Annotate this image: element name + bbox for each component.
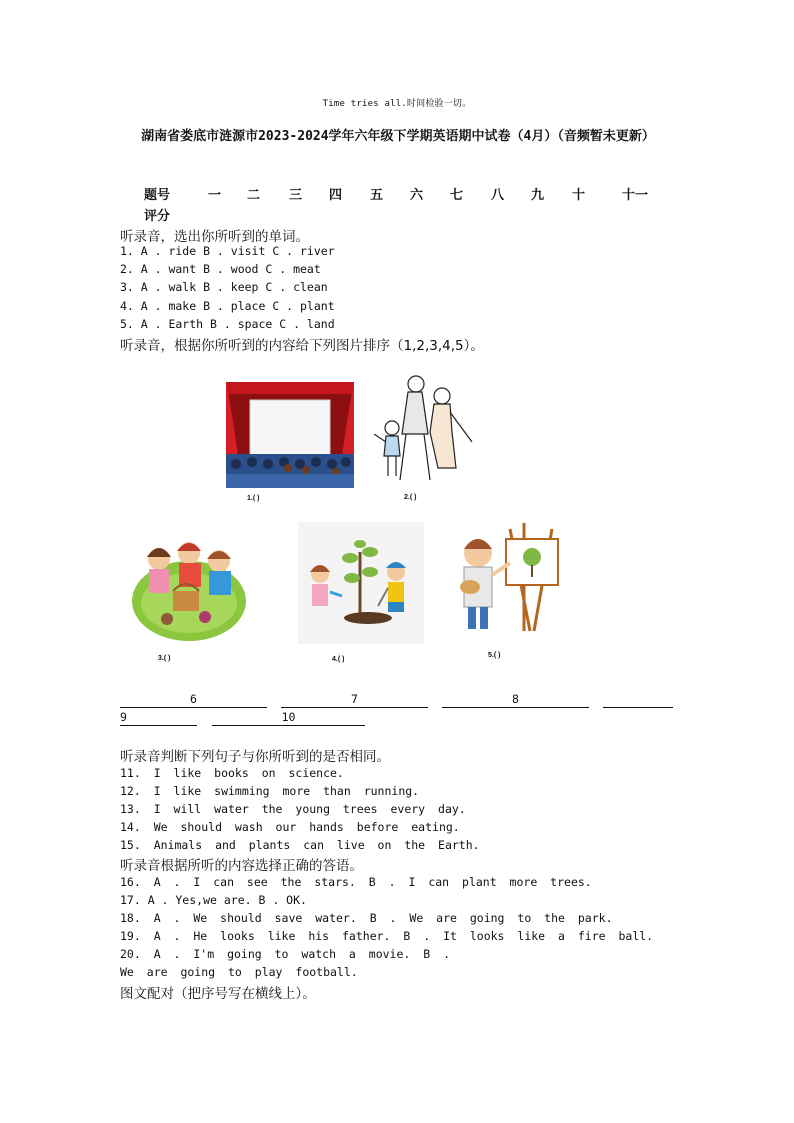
section3-heading: 听录音判断下列句子与你所听到的是否相同。	[120, 749, 390, 765]
section1-heading: 听录音，选出你所听到的单词。	[120, 229, 309, 245]
planting-picture	[298, 522, 424, 644]
score-col-3: 三	[289, 188, 303, 203]
question-16: 16. A . I can see the stars. B . I can plant more trees.	[120, 875, 592, 889]
question-4: 4. A . make B . place C . plant	[120, 299, 335, 313]
score-col-7: 七	[450, 188, 464, 203]
answer-blank-9-start[interactable]	[603, 692, 673, 708]
tagline: Time tries all.时间检验一切。	[322, 99, 472, 109]
picnic-picture	[131, 529, 246, 643]
score-col-10: 十	[572, 188, 586, 203]
picture-2-caption: 2.( )	[404, 494, 417, 501]
question-19: 19. A . He looks like his father. B . It looks like a fire ball.	[120, 929, 654, 943]
section5-heading: 图文配对（把序号写在横线上）。	[120, 986, 316, 1002]
question-5: 5. A . Earth B . space C . land	[120, 317, 335, 331]
picture-5-caption: 5.( )	[488, 652, 501, 659]
score-col-8: 八	[491, 188, 505, 203]
question-2: 2. A . want B . wood C . meat	[120, 262, 321, 276]
score-col-2: 二	[247, 188, 261, 203]
answer-blank-10[interactable]: 10	[212, 710, 365, 726]
section2-heading: 听录音，根据你所听到的内容给下列图片排序（1,2,3,4,5）。	[120, 338, 484, 354]
question-15: 15. Animals and plants can live on the Earth.	[120, 838, 480, 852]
question-3: 3. A . walk B . keep C . clean	[120, 280, 328, 294]
answer-blank-6[interactable]: 6	[120, 692, 267, 708]
score-col-4: 四	[329, 188, 343, 203]
score-col-5: 五	[370, 188, 384, 203]
page-title: 湖南省娄底市涟源市2023-2024学年六年级下学期英语期中试卷（4月）（音频暂未更新）	[141, 129, 655, 144]
painting-picture	[452, 519, 560, 637]
question-20: 20. A . I'm going to watch a movie. B .	[120, 947, 451, 961]
score-label-question: 题号	[144, 188, 171, 203]
question-1: 1. A . ride B . visit C . river	[120, 244, 335, 258]
score-col-11: 十一	[622, 188, 649, 203]
section4-heading: 听录音根据所听的内容选择正确的答语。	[120, 858, 363, 874]
score-col-9: 九	[531, 188, 545, 203]
picture-1-caption: 1.( )	[247, 495, 260, 502]
question-14: 14. We should wash our hands before eating.	[120, 820, 460, 834]
score-label-score: 评分	[144, 209, 171, 224]
picture-3-caption: 3.( )	[158, 655, 171, 662]
question-17: 17. A . Yes,we are. B . OK.	[120, 893, 307, 907]
picture-4-caption: 4.( )	[332, 656, 345, 663]
answer-blank-9[interactable]: 9	[120, 710, 197, 726]
question-13: 13. I will water the young trees every day.	[120, 802, 466, 816]
question-12: 12. I like swimming more than running.	[120, 784, 420, 798]
answer-blank-8[interactable]: 8	[442, 692, 589, 708]
family-picture	[372, 372, 478, 488]
question-18: 18. A . We should save water. B . We are going to the park.	[120, 911, 613, 925]
question-11: 11. I like books on science.	[120, 766, 344, 780]
score-col-1: 一	[208, 188, 222, 203]
question-20-continued: We are going to play football.	[120, 965, 358, 979]
score-col-6: 六	[410, 188, 424, 203]
answer-blank-7[interactable]: 7	[281, 692, 428, 708]
cinema-picture	[226, 382, 354, 488]
